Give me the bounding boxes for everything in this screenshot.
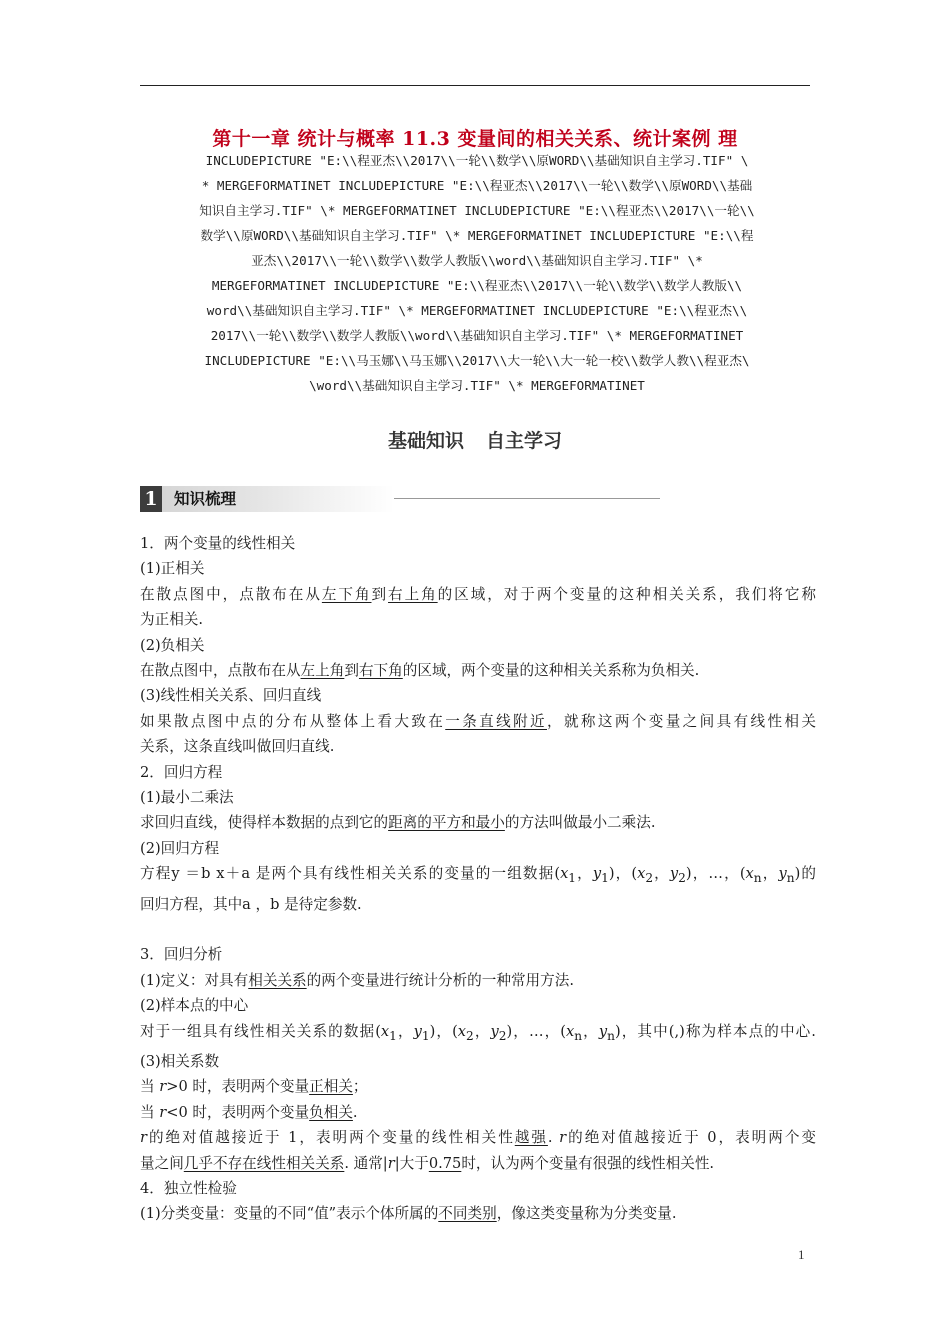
- underlined-term: 右下角: [358, 662, 403, 680]
- subheading-3-3: (3)相关系数: [140, 1052, 220, 1070]
- field-code-line: INCLUDEPICTURE "E:\\马玉娜\\马玉娜\\2017\\大一轮\\大一轮一校\\数学人教\\程亚杰\: [204, 353, 750, 368]
- paragraph: 当 r>0 时，表明两个变量正相关；: [140, 1078, 368, 1096]
- underlined-term: 不同类别: [438, 1205, 497, 1223]
- banner-label: 知识梳理: [162, 486, 394, 512]
- underlined-term: 右上角: [388, 585, 438, 603]
- underlined-term: 负相关: [309, 1103, 353, 1121]
- subheading-1-3: (3)线性相关关系、回归直线: [140, 687, 322, 705]
- subheading-2-2: (2)回归方程: [140, 839, 220, 857]
- subheading-1-1: (1)正相关: [140, 560, 205, 578]
- content-body: [140, 531, 816, 1227]
- paragraph: 为正相关.: [140, 611, 204, 629]
- field-code-line: * MERGEFORMATINET INCLUDEPICTURE "E:\\程亚杰\\2017\\一轮\\数学\\原WORD\\基础: [201, 178, 753, 193]
- banner-rule: [394, 498, 660, 499]
- paragraph: (1)定义：对具有相关关系的两个变量进行统计分析的一种常用方法.: [140, 971, 574, 989]
- paragraph: 在散点图中，点散布在从左上角到右下角的区域，两个变量的这种相关关系称为负相关.: [140, 662, 700, 680]
- section-heading-right: 自主学习: [486, 430, 563, 452]
- paragraph: 求回归直线，使得样本数据的点到它的距离的平方和最小的方法叫做最小二乘法.: [140, 814, 656, 832]
- paragraph: 方程y ＝b x＋a 是两个具有线性相关关系的变量的一组数据($x_1$，$y_1$)，($x_2$，$y_2$)，…，($x_n$，$y_n$)的: [140, 865, 816, 886]
- underlined-term: 0.75: [428, 1154, 462, 1172]
- underlined-term: 越强: [514, 1129, 548, 1147]
- paragraph: 如果散点图中点的分布从整体上看大致在一条直线附近，就称这两个变量之间具有线性相关: [140, 712, 816, 730]
- heading-3: 3．回归分析: [140, 946, 223, 964]
- subheading-2-1: (1)最小二乘法: [140, 789, 234, 807]
- paragraph: 在散点图中，点散布在从左下角到右上角的区域，对于两个变量的这种相关关系，我们将它称: [140, 585, 816, 603]
- field-code-line: 知识自主学习.TIF" \* MERGEFORMATINET INCLUDEPICTURE "E:\\程亚杰\\2017\\一轮\\: [199, 203, 755, 218]
- heading-2: 2．回归方程: [140, 763, 223, 781]
- heading-1: 1．两个变量的线性相关: [140, 535, 296, 552]
- field-code-line: word\\基础知识自主学习.TIF" \* MERGEFORMATINET INCLUDEPICTURE "E:\\程亚杰\\: [206, 303, 748, 318]
- subheading-3-2: (2)样本点的中心: [140, 997, 249, 1015]
- subheading-1-2: (2)负相关: [140, 636, 205, 654]
- header-rule: [140, 85, 810, 86]
- paragraph: 当 r<0 时，表明两个变量负相关.: [140, 1103, 358, 1121]
- section-heading: [100, 426, 850, 453]
- underlined-term: 左上角: [300, 662, 345, 680]
- field-code-line: \word\\基础知识自主学习.TIF" \* MERGEFORMATINET: [309, 378, 645, 393]
- page-number: 1: [798, 1247, 805, 1262]
- paragraph: (1)分类变量：变量的不同“值”表示个体所属的不同类别，像这类变量称为分类变量.: [140, 1205, 677, 1223]
- field-code-line: INCLUDEPICTURE "E:\\程亚杰\\2017\\一轮\\数学\\原WORD\\基础知识自主学习.TIF" \: [205, 153, 749, 168]
- underlined-term: 距离的平方和最小: [388, 814, 505, 832]
- field-code-line: MERGEFORMATINET INCLUDEPICTURE "E:\\程亚杰\\2017\\一轮\\数学\\数学人教版\\: [211, 278, 743, 293]
- underlined-term: 相关关系: [248, 971, 307, 989]
- field-code-block: [138, 148, 816, 398]
- banner-number: 1: [140, 486, 162, 512]
- underlined-term: 几乎不存在线性相关关系: [183, 1154, 345, 1172]
- chapter-title: 第十一章 统计与概率 11.3 变量间的相关关系、统计案例 理: [212, 128, 738, 150]
- paragraph: 量之间几乎不存在线性相关关系. 通常|r|大于0.75时，认为两个变量有很强的线性相关性.: [140, 1154, 715, 1172]
- section-heading-left: 基础知识: [387, 430, 464, 452]
- heading-4: 4．独立性检验: [140, 1179, 237, 1197]
- knowledge-banner: [140, 486, 540, 512]
- field-code-line: 亚杰\\2017\\一轮\\数学\\数学人教版\\word\\基础知识自主学习.TIF" \*: [251, 253, 703, 268]
- paragraph: 回归方程，其中a ，b 是待定参数.: [140, 895, 362, 913]
- paragraph: r的绝对值越接近于 1，表明两个变量的线性相关性越强. r的绝对值越接近于 0，表明两个变: [140, 1129, 816, 1147]
- underlined-term: 左下角: [321, 585, 372, 603]
- paragraph: 对于一组具有线性相关关系的数据($x_1$，$y_1$)，($x_2$，$y_2$)，…，($x_n$，$y_n$)，其中(,)称为样本点的中心.: [140, 1022, 816, 1043]
- paragraph: 关系，这条直线叫做回归直线.: [140, 738, 335, 756]
- field-code-line: 数学\\原WORD\\基础知识自主学习.TIF" \* MERGEFORMATINET INCLUDEPICTURE "E:\\程: [200, 228, 754, 243]
- underlined-term: 正相关: [309, 1078, 353, 1096]
- field-code-line: 2017\\一轮\\数学\\数学人教版\\word\\基础知识自主学习.TIF" \* MERGEFORMATINET: [210, 328, 744, 343]
- underlined-term: 一条直线附近: [445, 712, 547, 730]
